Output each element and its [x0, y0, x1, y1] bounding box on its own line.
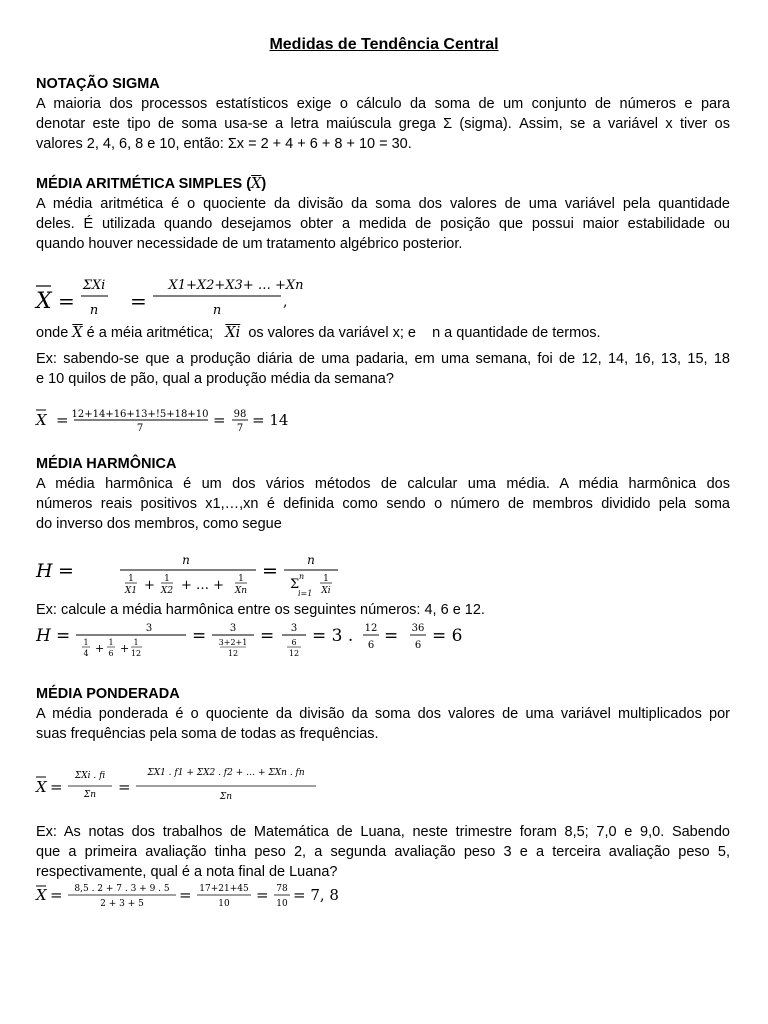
term-numerator: 1 — [133, 638, 139, 647]
formula-lhs: X — [36, 886, 47, 904]
example-result: = 6 — [432, 626, 463, 646]
svg-text:=: = — [256, 886, 269, 904]
legend-part: onde — [36, 325, 69, 341]
ellipsis: + … + — [181, 578, 225, 593]
svg-text:=: = — [118, 778, 131, 796]
svg-text:=: = — [50, 886, 63, 904]
paragraph-media-ponderada — [36, 704, 730, 744]
formula-example-aritmetica — [36, 402, 336, 438]
frac-denominator: 3+2+1 — [218, 638, 248, 647]
formula-media-harmonica — [36, 550, 336, 600]
frac-denominator: 10 — [218, 899, 230, 909]
formula-lhs: H — [36, 626, 51, 646]
frac-numerator: 17+21+45 — [199, 884, 249, 894]
xi-inline: $\overline{Xi}$ — [225, 325, 241, 341]
svg-text:=: = — [260, 626, 275, 646]
heading-media-harmonica: MÉDIA HARMÔNICA — [36, 456, 177, 472]
svg-text:=: = — [130, 289, 147, 313]
svg-text:=: = — [262, 560, 278, 582]
frac-denominator: Σn — [83, 790, 97, 800]
paragraph-media-harmonica — [36, 474, 730, 534]
text-line: Ex: calcule a média harmônica entre os seguintes números: 4, 6 e 12. — [36, 602, 485, 618]
formula-lhs: X — [36, 778, 47, 796]
term-denominator: X1 — [124, 586, 138, 596]
frac-numerator: 36 — [411, 623, 425, 634]
frac-numerator: 3 — [290, 623, 298, 634]
frac-numerator: 3 — [145, 623, 153, 634]
example-denominator: 7 — [136, 423, 144, 434]
frac-denominator: 6 — [414, 640, 422, 651]
formula-lhs: X — [36, 411, 47, 429]
frac1-denominator: n — [89, 303, 99, 318]
term-numerator: 1 — [83, 638, 89, 647]
frac2-numerator: X1+X2+X3+ … +Xn — [168, 278, 304, 293]
text-line: respectivamente, qual é a nota final de Luana? — [36, 864, 338, 880]
example-denominator-2: 7 — [236, 423, 244, 434]
svg-text:=: = — [50, 778, 63, 796]
formula-lhs: X — [36, 289, 52, 314]
equals-three: = 3 . — [312, 626, 354, 646]
text-line: A maioria dos processos estatísticos exige o cálculo da soma de um conjunto de números e para — [36, 96, 730, 112]
legend-line — [36, 323, 730, 343]
heading-media-aritmetica — [36, 176, 266, 192]
heading-text: MÉDIA ARITMÉTICA SIMPLES ( — [36, 176, 252, 192]
heading-notacao-sigma: NOTAÇÃO SIGMA — [36, 76, 160, 92]
heading-media-ponderada: MÉDIA PONDERADA — [36, 686, 180, 702]
text-line: deles. É utilizada quando desejamos obter a medida de posição que possui maior estabilidade ou — [36, 216, 730, 232]
formula-media-ponderada — [36, 764, 336, 804]
term-numerator: 1 — [128, 574, 134, 584]
sigma-lower: i=1 — [298, 589, 313, 598]
frac-denominator: 6 — [291, 638, 297, 647]
formula-comma: , — [283, 294, 288, 310]
term-denominator: 12 — [130, 649, 142, 658]
text-line: números reais positivos x1,…,xn é definida como sendo o número de membros dividido pela soma — [36, 496, 730, 512]
frac2-denominator: n — [212, 303, 222, 318]
svg-text:+: + — [120, 642, 130, 655]
frac-denominator: 12 — [227, 649, 239, 658]
paragraph-media-aritmetica — [36, 194, 730, 254]
svg-text:=: = — [56, 411, 69, 429]
svg-text:=: = — [58, 560, 74, 582]
svg-text:=: = — [179, 886, 192, 904]
svg-text:=: = — [384, 626, 399, 646]
term-denominator: Xn — [234, 586, 248, 596]
text-line: e 10 quilos de pão, qual a produção média da semana? — [36, 371, 394, 387]
text-line: A média ponderada é o quociente da divisão da soma dos valores de uma variável multiplicados por — [36, 706, 730, 722]
frac-denominator: Σn — [219, 792, 233, 802]
paragraph-example-aritmetica — [36, 349, 730, 389]
term-numerator: 1 — [108, 638, 114, 647]
formula-lhs: H — [36, 560, 53, 582]
frac-numerator: ΣX1 . f1 + ΣX2 . f2 + … + ΣXn . fn — [147, 768, 305, 778]
text-line: que a primeira avaliação tinha peso 2, a segunda avaliação peso 3 e a terceira avaliação peso 5, — [36, 844, 730, 860]
paragraph-example-ponderada — [36, 822, 730, 882]
term-numerator: 1 — [323, 574, 329, 584]
formula-media-aritmetica — [36, 270, 336, 320]
term-numerator: 1 — [164, 574, 170, 584]
formula-example-harmonica — [36, 618, 463, 660]
paragraph-notacao-sigma — [36, 94, 730, 154]
text-line: denotar este tipo de soma usa-se a letra maiúscula grega Σ (sigma). Assim, se a variável x tiver os — [36, 116, 730, 132]
frac-numerator: ΣXi . fi — [74, 771, 106, 781]
svg-text:=: = — [56, 626, 71, 646]
heading-close: ) — [261, 176, 267, 192]
harmonic-numerator-2: n — [307, 553, 315, 567]
text-line: suas frequências pela soma de todas as frequências. — [36, 726, 379, 742]
sigma-upper: n — [299, 572, 305, 581]
frac-numerator: 78 — [276, 884, 288, 894]
legend-part: é a méia aritmética; — [86, 325, 214, 341]
frac-numerator: 12 — [364, 623, 378, 634]
example-numerator-2: 98 — [233, 409, 247, 420]
x-bar-inline: $\overline{X}$ — [72, 325, 83, 341]
legend-part: os valores da variável x; e — [248, 325, 416, 341]
svg-text:+: + — [95, 642, 105, 655]
example-harmonica — [36, 600, 730, 620]
legend-part: n a quantidade de termos. — [432, 325, 601, 341]
text-line: do inverso dos membros, como segue — [36, 516, 282, 532]
page-title: Medidas de Tendência Central — [269, 36, 499, 53]
formula-example-ponderada — [36, 880, 356, 912]
term-denominator: X2 — [160, 586, 174, 596]
frac-denominator: 12 — [288, 649, 300, 658]
text-line: Ex: sabendo-se que a produção diária de uma padaria, em uma semana, foi de 12, 14, 16, 13, 15, 18 — [36, 351, 730, 367]
text-line: A média aritmética é o quociente da divisão da soma dos valores de uma variável pela quantidade — [36, 196, 730, 212]
term-denominator: Xi — [321, 586, 331, 596]
term-denominator: 6 — [108, 649, 114, 658]
svg-text:+: + — [144, 578, 155, 593]
frac-denominator: 2 + 3 + 5 — [100, 899, 144, 909]
frac-numerator: 8,5 . 2 + 7 . 3 + 9 . 5 — [74, 884, 170, 894]
x-bar-symbol: $\overline{X}$ — [251, 176, 262, 192]
svg-text:=: = — [213, 411, 226, 429]
svg-text:=: = — [192, 626, 207, 646]
frac-numerator: 3 — [229, 623, 237, 634]
example-numerator: 12+14+16+13+!5+18+10 — [71, 409, 209, 420]
text-line: A média harmônica é um dos vários métodos de calcular uma média. A média harmônica dos — [36, 476, 730, 492]
svg-text:=: = — [58, 289, 75, 313]
term-numerator: 1 — [238, 574, 244, 584]
frac-denominator: 10 — [276, 899, 288, 909]
text-line: valores 2, 4, 6, 8 e 10, então: Σx = 2 + 4 + 6 + 8 + 10 = 30. — [36, 136, 412, 152]
frac1-numerator: ΣXi — [82, 278, 106, 293]
text-line: Ex: As notas dos trabalhos de Matemática de Luana, neste trimestre foram 8,5; 7,0 e 9,0. Sabendo — [36, 824, 730, 840]
harmonic-numerator: n — [182, 553, 190, 567]
text-line: quando houver necessidade de um tratamento algébrico posterior. — [36, 236, 463, 252]
example-result: = 14 — [252, 411, 289, 429]
sigma-symbol: Σ — [290, 577, 300, 592]
term-denominator: 4 — [83, 649, 89, 658]
frac-denominator: 6 — [367, 640, 375, 651]
example-result: = 7, 8 — [293, 886, 339, 904]
